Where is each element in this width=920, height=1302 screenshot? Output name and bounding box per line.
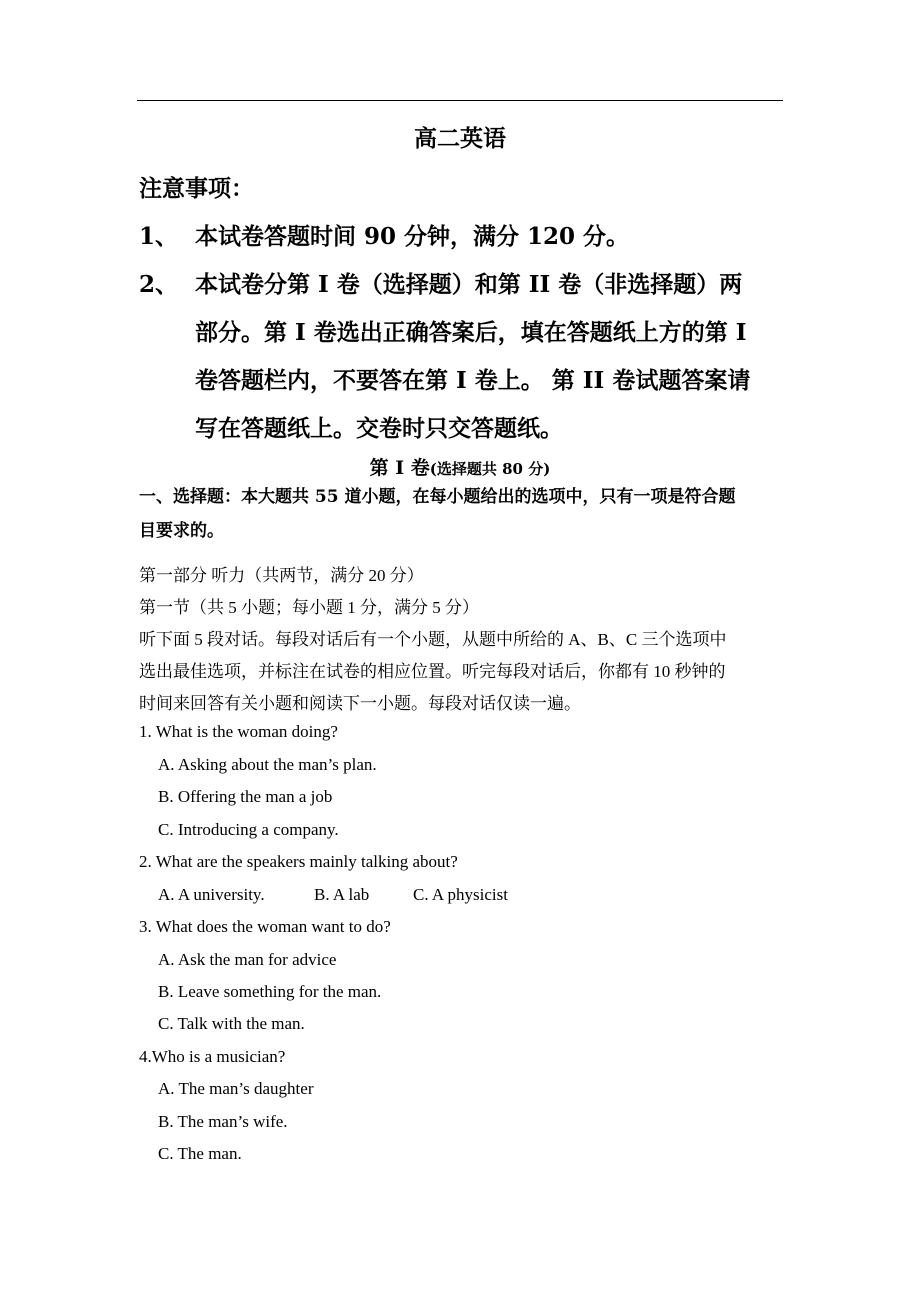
option: B. The man’s wife. <box>158 1112 288 1131</box>
section-heading <box>0 453 920 480</box>
option: B. A lab <box>314 885 370 904</box>
directions-line: 选出最佳选项，并标注在试卷的相应位置。听完每段对话后，你都有 10 秒钟的 <box>139 662 726 681</box>
option: A. Ask the man for advice <box>158 950 337 969</box>
directions-line: 听下面 5 段对话。每段对话后有一个小题，从题中所给的 A、B、C 三个选项中 <box>139 630 727 649</box>
header-rule <box>137 100 783 101</box>
instruction-line: 目要求的。 <box>139 521 224 541</box>
notes-heading: 注意事项： <box>139 175 254 202</box>
option: B. Leave something for the man. <box>158 982 382 1001</box>
note-line: 部分。第 I 卷选出正确答案后，填在答题纸上方的第 I <box>195 319 747 346</box>
section-subtitle: (选择题共 80 分) <box>429 460 551 478</box>
note-number: 1、 <box>139 223 179 250</box>
instruction-line: 一、选择题：本大题共 55 道小题，在每小题给出的选项中，只有一项是符合题 <box>139 487 736 507</box>
option: C. The man. <box>158 1144 242 1163</box>
question: 4.Who is a musician? <box>139 1047 286 1066</box>
option: C. Introducing a company. <box>158 820 339 839</box>
section-title: 第 I 卷 <box>369 457 430 479</box>
question: 1. What is the woman doing? <box>139 722 338 741</box>
option: A. The man’s daughter <box>158 1079 314 1098</box>
option: A. A university. <box>158 885 265 904</box>
option: C. A physicist <box>413 885 508 904</box>
option: A. Asking about the man’s plan. <box>158 755 377 774</box>
option: B. Offering the man a job <box>158 787 333 806</box>
option: C. Talk with the man. <box>158 1014 305 1033</box>
question: 3. What does the woman want to do? <box>139 917 391 936</box>
note-line: 本试卷答题时间 90 分钟，满分 120 分。 <box>195 223 630 250</box>
note-line: 写在答题纸上。交卷时只交答题纸。 <box>195 415 563 442</box>
question: 2. What are the speakers mainly talking about? <box>139 852 458 871</box>
page-title: 高二英语 <box>414 125 506 152</box>
subsection-heading: 第一节（共 5 小题；每小题 1 分，满分 5 分） <box>139 598 479 617</box>
note-line: 卷答题栏内，不要答在第 I 卷上。 第 II 卷试题答案请 <box>195 367 751 394</box>
part-heading: 第一部分 听力（共两节，满分 20 分） <box>139 566 424 585</box>
note-number: 2、 <box>139 271 179 298</box>
note-line: 本试卷分第 I 卷（选择题）和第 II 卷（非选择题）两 <box>195 271 743 298</box>
directions-line: 时间来回答有关小题和阅读下一小题。每段对话仅读一遍。 <box>139 694 581 713</box>
